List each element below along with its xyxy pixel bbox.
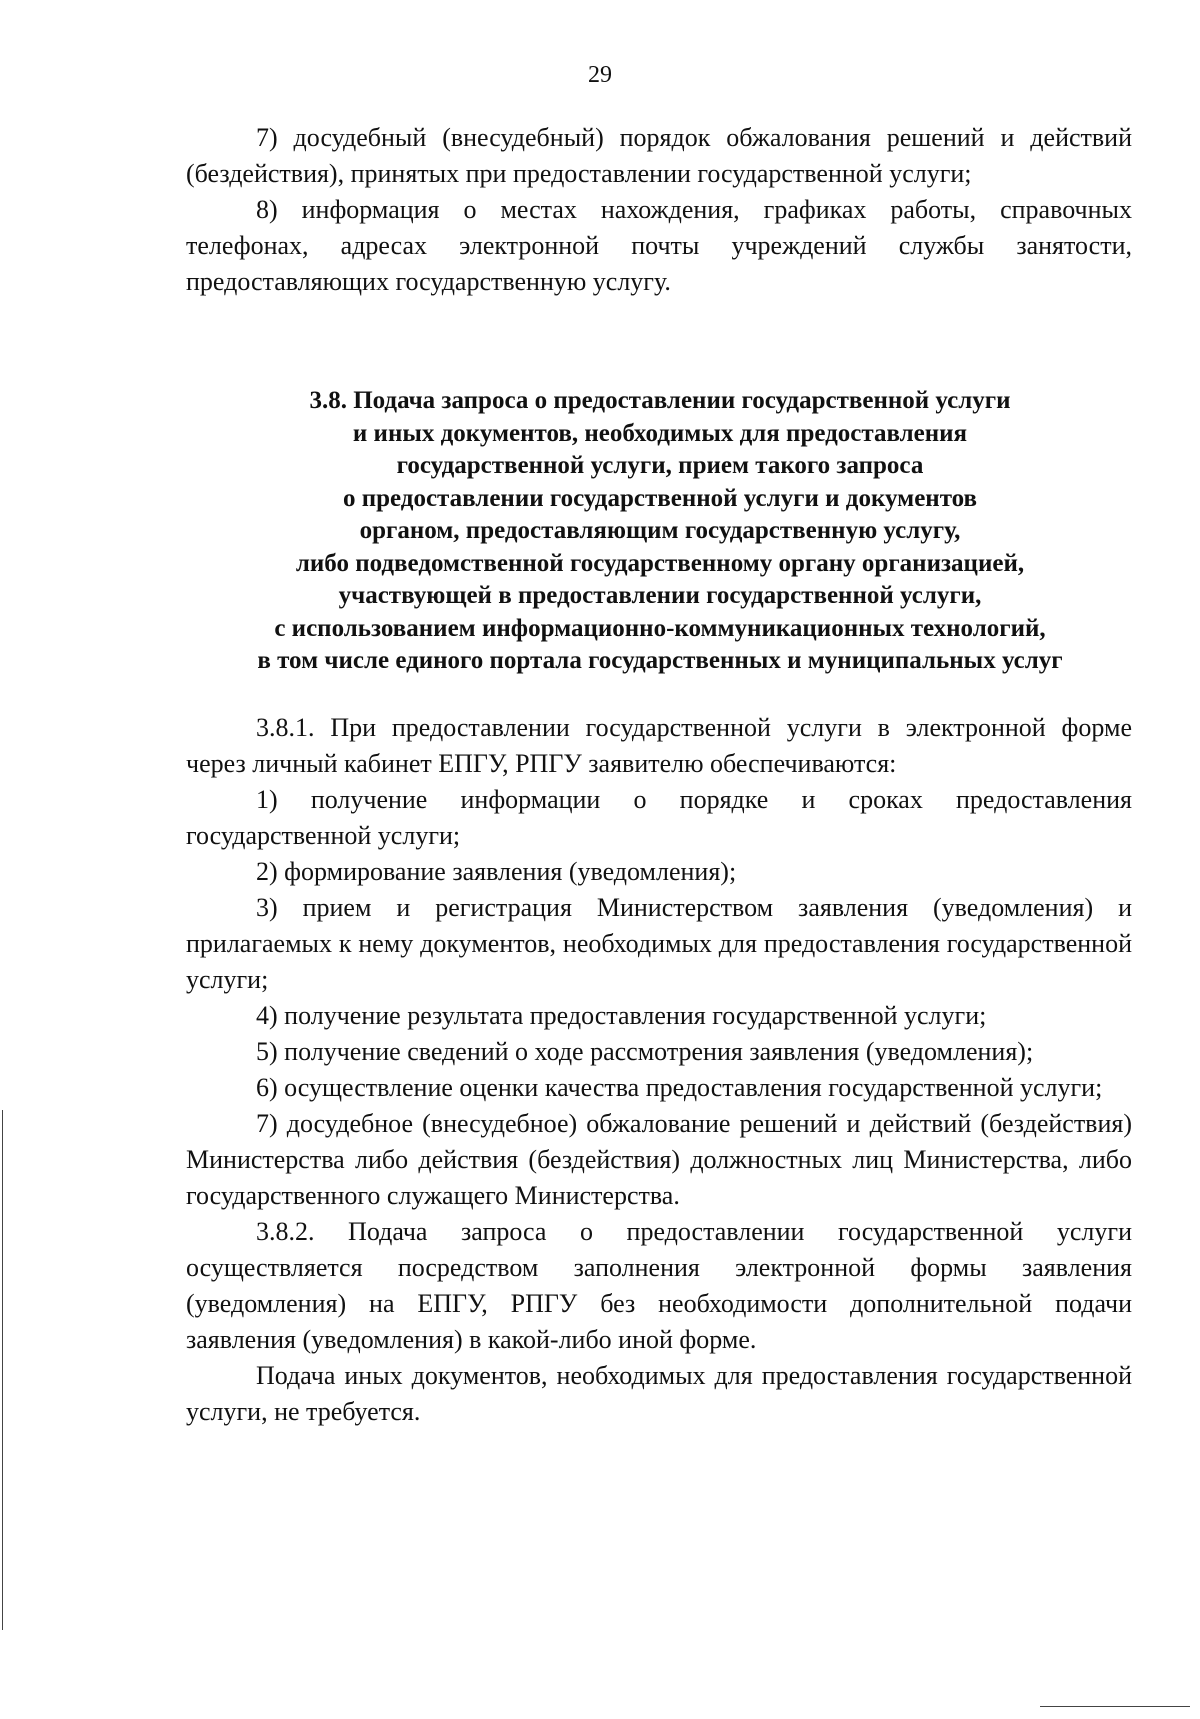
clause-3-8-2: 3.8.2. Подача запроса о предоставлении государственной услуги осуществляется посредством заполнения электронной формы заявления (уведомления) на ЕПГУ, РПГУ без необходимости дополнительной подачи заявления (уведомления) в какой-либо иной форме. bbox=[186, 1217, 1132, 1354]
heading-line: государственной услуги, прием такого запроса bbox=[396, 452, 924, 479]
heading-line: либо подведомственной государственному органу организацией, bbox=[295, 549, 1025, 577]
list-item-3: 3) прием и регистрация Министерством заявления (уведомления) и прилагаемых к нему документов, необходимых для предоставления государственной услуги; bbox=[186, 893, 1132, 994]
list-item-2: 2) формирование заявления (уведомления); bbox=[256, 857, 737, 886]
closing-paragraph: Подача иных документов, необходимых для предоставления государственной услуги, не требуется. bbox=[186, 1361, 1132, 1426]
clause-3-8-1: 3.8.1. При предоставлении государственной услуги в электронной форме через личный кабинет ЕПГУ, РПГУ заявителю обеспечиваются: bbox=[186, 713, 1132, 778]
list-item-4: 4) получение результата предоставления государственной услуги; bbox=[256, 1001, 987, 1030]
scan-edge-mark bbox=[2, 1110, 3, 1630]
scan-edge-mark bbox=[1040, 1706, 1190, 1707]
page-number: 29 bbox=[588, 62, 612, 88]
top-list bbox=[186, 120, 1132, 300]
list-item-5: 5) получение сведений о ходе рассмотрения заявления (уведомления); bbox=[256, 1037, 1034, 1066]
list-item-1: 1) получение информации о порядке и сроках предоставления государственной услуги; bbox=[186, 785, 1132, 850]
list-item-7: 7) досудебное (внесудебное) обжалование решений и действий (бездействия) Министерства либо действия (бездействия) должностных лиц Министерства, либо государственного служащего Министерства. bbox=[186, 1109, 1132, 1210]
list-item-8: 8) информация о местах нахождения, графиках работы, справочных телефонах, адресах электронной почты учреждений службы занятости, предоставляющих государственную услугу. bbox=[186, 195, 1132, 296]
heading-line: 3.8. Подача запроса о предоставлении государственной услуги bbox=[309, 387, 1011, 414]
heading-line: в том числе единого портала государственных и муниципальных услуг bbox=[257, 647, 1063, 674]
heading-line: и иных документов, необходимых для предоставления bbox=[352, 419, 968, 447]
section-body bbox=[186, 710, 1132, 1430]
heading-line: с использованием информационно-коммуникационных технологий, bbox=[274, 614, 1046, 642]
list-item-7: 7) досудебный (внесудебный) порядок обжалования решений и действий (бездействия), принятых при предоставлении государственной услуги; bbox=[186, 123, 1132, 188]
heading-line: о предоставлении государственной услуги и документов bbox=[342, 484, 978, 512]
heading-line: участвующей в предоставлении государственной услуги, bbox=[338, 582, 982, 609]
heading-line: органом, предоставляющим государственную услугу, bbox=[359, 517, 961, 544]
section-heading bbox=[170, 385, 1150, 678]
list-item-6: 6) осуществление оценки качества предоставления государственной услуги; bbox=[256, 1073, 1103, 1102]
